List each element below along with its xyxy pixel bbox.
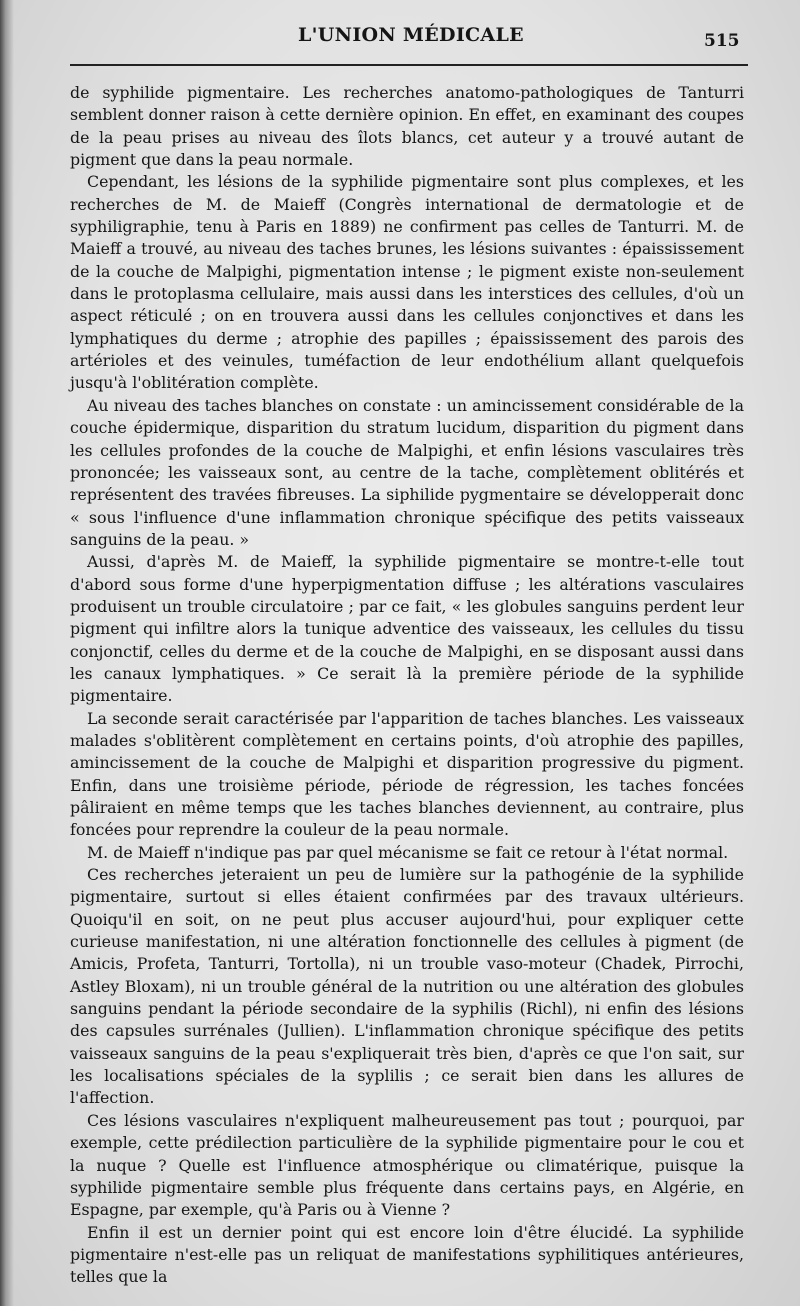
paragraph-2: Cependant, les lésions de la syphilide pigmentaire sont plus complexes, et les recherches de M. de Maieff (Congrès international de dermatologie et de syphiligraphie, tenu à Paris en 1889) ne confirment pas celles de Tanturri. M. de Maieff a trouvé, au niveau des taches brunes, les lésions suivantes : épaississement de la couche de Malpighi, pigmentation intense ; le pigment existe non-seulement dans le protoplasma cellulaire, mais aussi dans les interstices des cellules, d'où un aspect réticulé ; on en trouvera aussi dans les cellules conjonctives et dans les lymphatiques du derme ; atrophie des papilles ; épaississement des parois des artérioles et des veinules, tuméfaction de leur endothélium allant quelquefois jusqu'à l'oblitération complète. bbox=[70, 172, 744, 393]
binding-shadow bbox=[0, 0, 14, 1306]
paragraph-9: Enfin il est un dernier point qui est encore loin d'être élucidé. La syphilide pigmentaire n'est-elle pas un reliquat de manifestations syphilitiques antérieures, telles que la bbox=[70, 1222, 744, 1287]
paragraph-6: M. de Maieff n'indique pas par quel mécanisme se fait ce retour à l'état normal. bbox=[87, 842, 729, 862]
paragraph-5: La seconde serait caractérisée par l'apparition de taches blanches. Les vaisseaux malades s'oblitèrent complètement en certains points, d'où atrophie des papilles, amincissement de la couche de Malpighi et disparition progressive du pigment. Enfin, dans une troisième période, période de régression, les taches foncées pâliraient en même temps que les taches blanches deviennent, au contraire, plus foncées pour reprendre la couleur de la peau normale. bbox=[70, 708, 744, 840]
article-body bbox=[70, 82, 744, 1289]
header-rule bbox=[70, 64, 748, 66]
page-number: 515 bbox=[704, 31, 740, 51]
running-head bbox=[0, 22, 800, 52]
paragraph-7: Ces recherches jeteraient un peu de lumière sur la pathogénie de la syphilide pigmentaire, surtout si elles étaient confirmées par des travaux ultérieurs. Quoiqu'il en soit, on ne peut plus accuser aujourd'hui, pour expliquer cette curieuse manifestation, ni une altération fonctionnelle des cellules à pigment (de Amicis, Profeta, Tanturri, Tortolla), ni un trouble vaso-moteur (Chadek, Pirrochi, Astley Bloxam), ni un trouble général de la nutrition ou une altération des globules sanguins pendant la période secondaire de la syphilis (Richl), ni enfin des lésions des capsules surrénales (Jullien). L'inflammation chronique spécifique des petits vaisseaux sanguins de la peau s'expliquerait très bien, d'après ce que l'on sait, sur les localisations spéciales de la syplilis ; ce serait bien dans les allures de l'affection. bbox=[70, 865, 744, 1108]
paragraph-1: de syphilide pigmentaire. Les recherches anatomo-pathologiques de Tanturri semblent donner raison à cette dernière opinion. En effet, en examinant des coupes de la peau prises au niveau des îlots blancs, cet auteur y a trouvé autant de pigment que dans la peau normale. bbox=[70, 83, 744, 170]
journal-title: L'UNION MÉDICALE bbox=[298, 24, 524, 46]
paragraph-4: Aussi, d'après M. de Maieff, la syphilide pigmentaire se montre-t-elle tout d'abord sous forme d'une hyperpigmentation diffuse ; les altérations vasculaires produisent un trouble circulatoire ; par ce fait, « les globules sanguins perdent leur pigment qui infiltre alors la tunique adventice des vaisseaux, les cellules du tissu conjonctif, celles du derme et de la couche de Malpighi, en se disposant aussi dans les canaux lymphatiques. » Ce serait là la première période de la syphilide pigmentaire. bbox=[70, 552, 744, 706]
paragraph-8: Ces lésions vasculaires n'expliquent malheureusement pas tout ; pourquoi, par exemple, cette prédilection particulière de la syphilide pigmentaire pour le cou et la nuque ? Quelle est l'influence atmosphérique ou climatérique, puisque la syphilide pigmentaire semble plus fréquente dans certains pays, en Algérie, en Espagne, par exemple, qu'à Paris ou à Vienne ? bbox=[70, 1110, 744, 1220]
paragraph-3: Au niveau des taches blanches on constate : un amincissement considérable de la couche épidermique, disparition du stratum lucidum, disparition du pigment dans les cellules profondes de la couche de Malpighi, et enfin lésions vasculaires très prononcée; les vaisseaux sont, au centre de la tache, complètement oblitérés et représentent des travées fibreuses. La siphilide pygmentaire se développerait donc « sous l'influence d'une inflammation chronique spécifique des petits vaisseaux sanguins de la peau. » bbox=[70, 395, 744, 549]
